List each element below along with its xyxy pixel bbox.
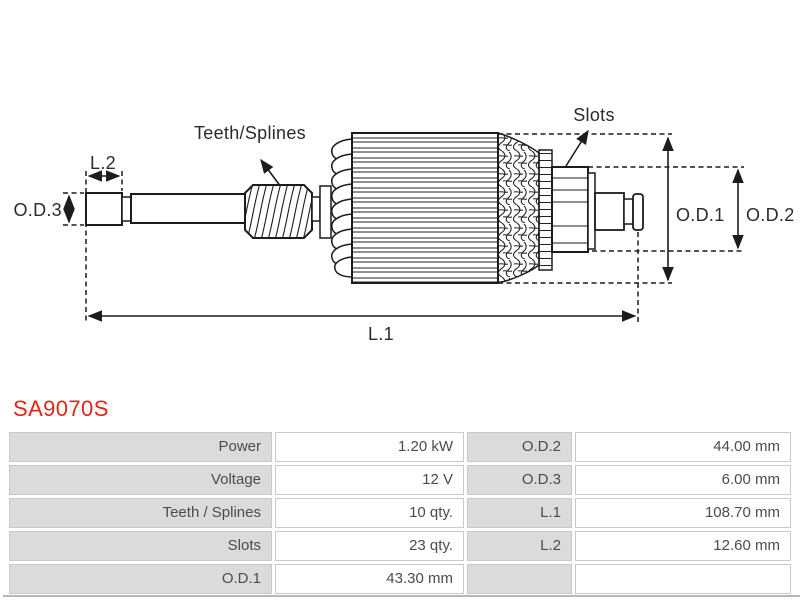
- shaft-neck-left: [122, 197, 131, 221]
- diagram-label-l1: L.1: [368, 324, 394, 344]
- spec-value-cell: [575, 564, 791, 594]
- spec-value-cell: 43.30 mm: [275, 564, 464, 594]
- spec-label-cell: Slots: [9, 531, 272, 561]
- thrust-collar: [320, 186, 331, 238]
- diagram-label-slots: Slots: [573, 105, 615, 125]
- shaft-stub: [595, 193, 624, 230]
- spec-label-cell: O.D.2: [467, 432, 572, 462]
- bottom-divider: [3, 595, 800, 597]
- commutator: [552, 167, 588, 252]
- shaft-end-cap: [86, 193, 122, 225]
- spec-value-cell: 1.20 kW: [275, 432, 464, 462]
- spec-label-cell: Power: [9, 432, 272, 462]
- spec-label-cell: Voltage: [9, 465, 272, 495]
- part-number: SA9070S: [13, 396, 109, 421]
- commutator-washer: [588, 173, 595, 249]
- diagram-label-teeth-splines: Teeth/Splines: [194, 123, 306, 143]
- winding-weave-right: [498, 133, 539, 283]
- spec-table: [9, 432, 791, 594]
- shaft-neck-mid: [312, 197, 320, 221]
- spec-label-cell: L.2: [467, 531, 572, 561]
- spec-value-cell: 44.00 mm: [575, 432, 791, 462]
- spec-label-cell: O.D.1: [9, 564, 272, 594]
- spec-value-cell: 12.60 mm: [575, 531, 791, 561]
- spec-value-cell: 10 qty.: [275, 498, 464, 528]
- armature-drawing: [86, 133, 643, 283]
- spec-label-cell: L.1: [467, 498, 572, 528]
- shaft-neck-right: [624, 199, 633, 224]
- diagram-label-od1: O.D.1: [676, 205, 725, 225]
- shaft-end-flange: [633, 194, 643, 230]
- winding-fan-left: [332, 139, 352, 277]
- spec-value-cell: 6.00 mm: [575, 465, 791, 495]
- spec-value-cell: 12 V: [275, 465, 464, 495]
- diagram-label-od3: O.D.3: [13, 200, 62, 220]
- diagram-label-l2: L.2: [90, 153, 116, 173]
- spec-label-cell: [467, 564, 572, 594]
- shaft: [131, 194, 245, 223]
- spec-value-cell: 108.70 mm: [575, 498, 791, 528]
- spec-label-cell: Teeth / Splines: [9, 498, 272, 528]
- spec-label-cell: O.D.3: [467, 465, 572, 495]
- spec-value-cell: 23 qty.: [275, 531, 464, 561]
- diagram-label-od2: O.D.2: [746, 205, 795, 225]
